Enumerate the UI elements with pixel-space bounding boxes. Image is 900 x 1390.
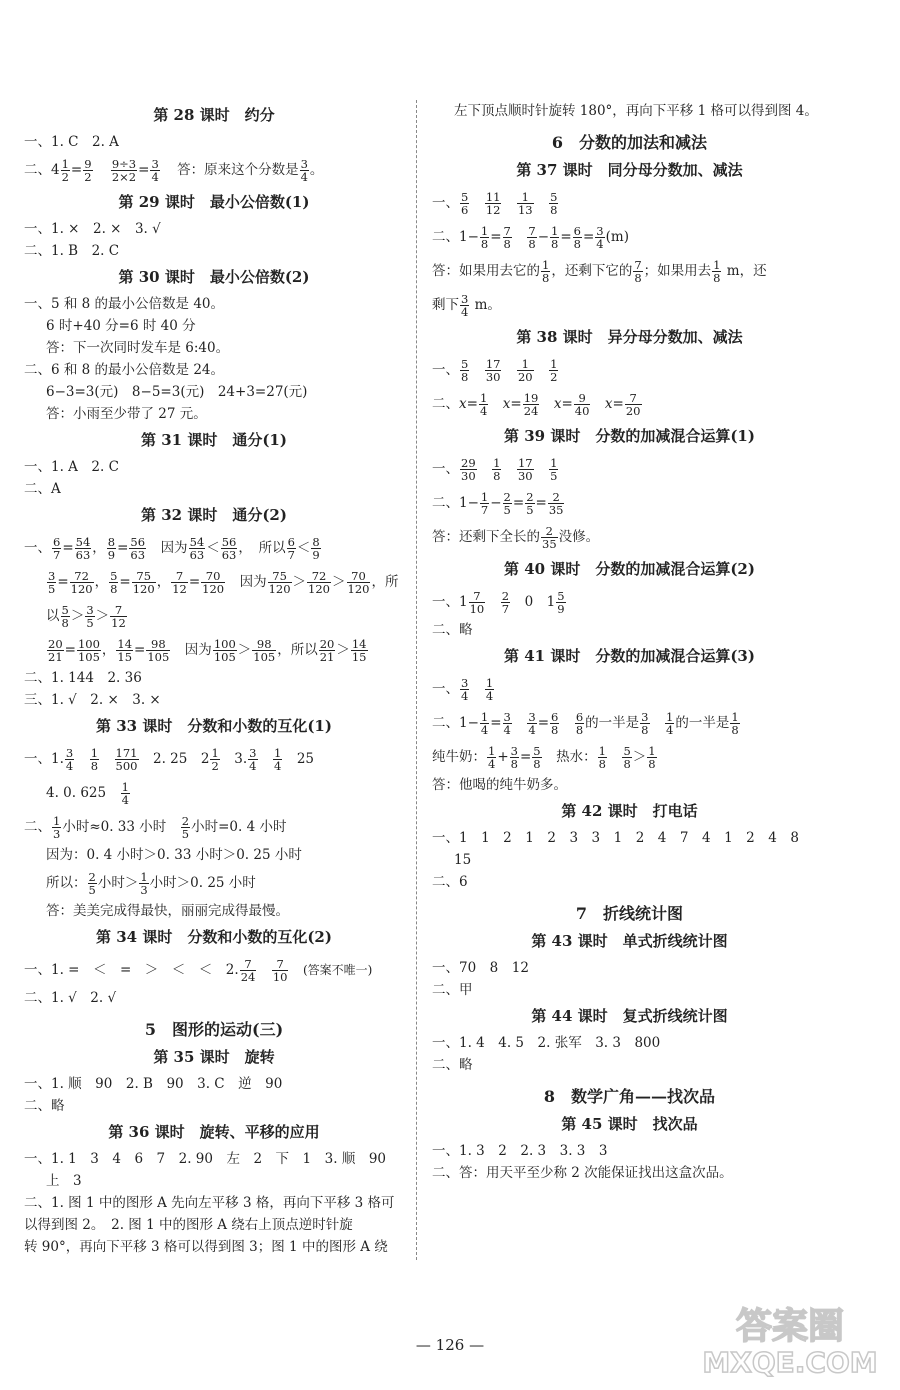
answer-line: 二、 $\frac{1}{3}$ 小时≈0. 33 小时 $\frac{2}{5}$ 小时=0. 4 小时 — [24, 814, 287, 841]
answer-line: 6 时+40 分=6 时 40 分 — [46, 318, 196, 334]
answer-line: 二、略 — [24, 1098, 65, 1114]
svg-text:MXQE.COM: MXQE.COM — [702, 1346, 878, 1378]
answer-line: 以得到图 2。 2. 图 1 中的图形 A 绕右上顶点逆时针旋 — [24, 1217, 353, 1233]
answer-line: 二、1. 图 1 中的图形 A 先向左平移 3 格，再向下平移 3 格可 — [24, 1195, 395, 1211]
answer-line: 二、答：用天平至少称 2 次能保证找出这盒次品。 — [432, 1165, 733, 1181]
answer-line: 一、 $\frac{29}{30}$ $\frac{1}{8}$ $\frac{17}{30}$ $\frac{1}{5}$ — [432, 456, 558, 483]
section-title: 第 44 课时 复式折线统计图 — [531, 1007, 728, 1025]
chapter-title: 6 分数的加法和减法 — [551, 133, 708, 152]
section-title: 第 32 课时 通分(2) — [141, 506, 287, 524]
section-title: 第 29 课时 最小公倍数(1) — [118, 193, 310, 211]
answer-line: 答：美美完成得最快，丽丽完成得最慢。 — [46, 903, 289, 919]
answer-line: 二、略 — [432, 1057, 473, 1073]
section-title: 第 40 课时 分数的加减混合运算(2) — [504, 560, 755, 578]
answer-line: 一、 $\frac{5}{6}$ $\frac{11}{12}$ $\frac{1}{13}$ $\frac{5}{8}$ — [432, 190, 558, 217]
page-number: — 126 — — [415, 1336, 485, 1354]
answer-line: 6−3=3(元) 8−5=3(元) 24+3=27(元) — [46, 384, 308, 400]
section-title: 第 39 课时 分数的加减混合运算(1) — [504, 427, 755, 445]
answer-line: 所以： $\frac{2}{5}$ 小时＞ $\frac{1}{3}$ 小时＞0. 25 小时 — [46, 870, 256, 897]
answer-line: 以 $\frac{5}{8}$ ＞ $\frac{3}{5}$ ＞ $\frac{7}{12}$ — [46, 603, 126, 630]
answer-line: 一、5 和 8 的最小公倍数是 40。 — [24, 296, 225, 312]
answer-line: 二、6 和 8 的最小公倍数是 24。 — [24, 362, 225, 378]
answer-line: 答：还剩下全长的 $\frac{2}{35}$ 没修。 — [432, 524, 600, 551]
answer-line: 一、1. = ＜ = ＞ ＜ ＜ 2. $\frac{7}{24}$ $\frac{7}{10}$ (答案不唯一) — [24, 957, 373, 984]
chapter-title: 8 数学广角——找次品 — [543, 1087, 716, 1106]
answer-line: 二、1. √ 2. √ — [24, 990, 117, 1006]
answer-line: 二、1− $\frac{1}{4}$ = $\frac{3}{4}$ $\frac{3}{4}$ = $\frac{6}{8}$ $\frac{6}{8}$ 的一半是 $\frac{3}{8}$ $\frac{1}{4}$ 的一半是 $\frac{1}{8}$ — [432, 710, 739, 737]
answer-line: $\frac{20}{21}$ = $\frac{100}{105}$ ， $\frac{14}{15}$ = $\frac{98}{105}$ 因为 $\frac{100}{105}$ ＞ $\frac{98}{105}$ ，所以 $\frac{20}{21}$ ＞ $\frac{14}{15}$ — [48, 637, 367, 664]
answer-line: 一、1 1 2 1 2 3 3 1 2 4 7 4 1 2 4 8 — [432, 830, 799, 846]
section-title: 第 42 课时 打电话 — [561, 802, 698, 820]
left-column — [24, 100, 404, 1258]
answer-line: 15 — [454, 852, 472, 868]
answer-line: 二、甲 — [432, 982, 473, 998]
answer-line: 答：他喝的纯牛奶多。 — [432, 777, 567, 793]
answer-line: 二、略 — [432, 622, 473, 638]
section-title: 第 28 课时 约分 — [153, 106, 275, 124]
answer-line: 二、1. 144 2. 36 — [24, 670, 142, 686]
answer-line: 二、4 $\frac{1}{2}$ = $\frac{9}{2}$ $\frac{9\div 3}{2\times 2}$ = $\frac{3}{4}$ 答：原来这个分数是 $\frac{3}{4}$ 。 — [24, 157, 324, 184]
answer-line: 因为：0. 4 小时＞0. 33 小时＞0. 25 小时 — [46, 847, 302, 863]
answer-line: 一、1. 3 2 2. 3 3. 3 3 — [432, 1143, 608, 1159]
section-title: 第 38 课时 异分母分数加、减法 — [516, 328, 743, 346]
chapter-title: 5 图形的运动(三) — [144, 1020, 284, 1039]
answer-line: 一、 $\frac{5}{8}$ $\frac{17}{30}$ $\frac{1}{20}$ $\frac{1}{2}$ — [432, 357, 558, 384]
answer-line: 二、6 — [432, 874, 468, 890]
answer-line: 4. 0. 625 $\frac{1}{4}$ — [46, 780, 129, 807]
answer-line: 二、1− $\frac{1}{7}$ − $\frac{2}{5}$ = $\frac{2}{5}$ = $\frac{2}{35}$ — [432, 490, 564, 517]
answer-line: 一、1. C 2. A — [24, 134, 119, 150]
answer-line: 转 90°，再向下平移 3 格可以得到图 3；图 1 中的图形 A 绕 — [24, 1239, 388, 1255]
answer-line: 一、 $\frac{6}{7}$ = $\frac{54}{63}$ ， $\frac{8}{9}$ = $\frac{56}{63}$ 因为 $\frac{54}{63}$ ＜ $\frac{56}{63}$ ， 所以 $\frac{6}{7}$ ＜ $\frac{8}{9}$ — [24, 535, 320, 562]
section-title: 第 33 课时 分数和小数的互化(1) — [96, 717, 332, 735]
answer-line: 二、1. B 2. C — [24, 243, 120, 259]
section-title: 第 41 课时 分数的加减混合运算(3) — [504, 647, 755, 665]
section-title: 第 37 课时 同分母分数加、减法 — [516, 161, 743, 179]
answer-line: 答：小雨至少带了 27 元。 — [46, 406, 207, 422]
answer-line: 二、A — [24, 481, 61, 497]
section-title: 第 34 课时 分数和小数的互化(2) — [96, 928, 332, 946]
column-divider — [416, 100, 417, 1260]
answer-line: 一、1. 1 3 4 6 7 2. 90 左 2 下 1 3. 顺 90 — [24, 1151, 386, 1167]
answer-line: 答：下一次同时发车是 6:40。 — [46, 340, 230, 356]
answer-line: 左下顶点顺时针旋转 180°，再向下平移 1 格可以得到图 4。 — [454, 103, 818, 119]
section-title: 第 31 课时 通分(1) — [141, 431, 287, 449]
section-title: 第 30 课时 最小公倍数(2) — [118, 268, 310, 286]
answer-line: 二、x= $\frac{1}{4}$ x= $\frac{19}{24}$ x= $\frac{9}{40}$ x= $\frac{7}{20}$ — [432, 391, 641, 418]
section-title: 第 36 课时 旋转、平移的应用 — [108, 1123, 320, 1141]
answer-line: 上 3 — [46, 1173, 82, 1189]
answer-line: 一、1. × 2. × 3. √ — [24, 221, 161, 237]
svg-text:答案圈: 答案圈 — [735, 1306, 845, 1347]
answer-line: 剩下 $\frac{3}{4}$ m。 — [432, 292, 501, 319]
watermark-logo — [690, 1298, 890, 1378]
section-title: 第 43 课时 单式折线统计图 — [531, 932, 728, 950]
answer-line: $\frac{3}{5}$ = $\frac{72}{120}$ ， $\frac{5}{8}$ = $\frac{75}{120}$ ， $\frac{7}{12}$ = $\frac{70}{120}$ 因为 $\frac{75}{120}$ ＞ $\frac{72}{120}$ ＞ $\frac{70}{120}$ ，所 — [48, 569, 399, 596]
answer-line: 答：如果用去它的 $\frac{1}{8}$ ，还剩下它的 $\frac{7}{8}$ ；如果用去 $\frac{1}{8}$ m，还 — [432, 258, 767, 285]
answer-line: 一、1. 4 4. 5 2. 张军 3. 3 800 — [432, 1035, 661, 1051]
answer-line: 一、1. $\frac{3}{4}$ $\frac{1}{8}$ $\frac{171}{500}$ 2. 25 2 $\frac{1}{2}$ 3. $\frac{3}{4}$ $\frac{1}{4}$ 25 — [24, 746, 315, 773]
answer-line: 一、70 8 12 — [432, 960, 529, 976]
answer-line: 三、1. √ 2. × 3. × — [24, 692, 161, 708]
section-title: 第 35 课时 旋转 — [153, 1048, 275, 1066]
answer-line: 一、 $\frac{3}{4}$ $\frac{1}{4}$ — [432, 676, 494, 703]
section-title: 第 45 课时 找次品 — [561, 1115, 698, 1133]
answer-line: 一、1. A 2. C — [24, 459, 119, 475]
answer-line: 二、1− $\frac{1}{8}$ = $\frac{7}{8}$ $\frac{7}{8}$ − $\frac{1}{8}$ = $\frac{6}{8}$ = $\frac{3}{4}$ (m) — [432, 224, 629, 251]
answer-line: 一、1 $\frac{7}{10}$ $\frac{2}{7}$ 0 1 $\frac{5}{9}$ — [432, 589, 565, 616]
right-column — [432, 100, 827, 1184]
answer-line: 一、1. 顺 90 2. B 90 3. C 逆 90 — [24, 1076, 283, 1092]
answer-line: 纯牛奶： $\frac{1}{4}$ + $\frac{3}{8}$ = $\frac{5}{8}$ 热水： $\frac{1}{8}$ $\frac{5}{8}$ ＞ $\frac{1}{8}$ — [432, 744, 656, 771]
chapter-title: 7 折线统计图 — [575, 904, 684, 923]
